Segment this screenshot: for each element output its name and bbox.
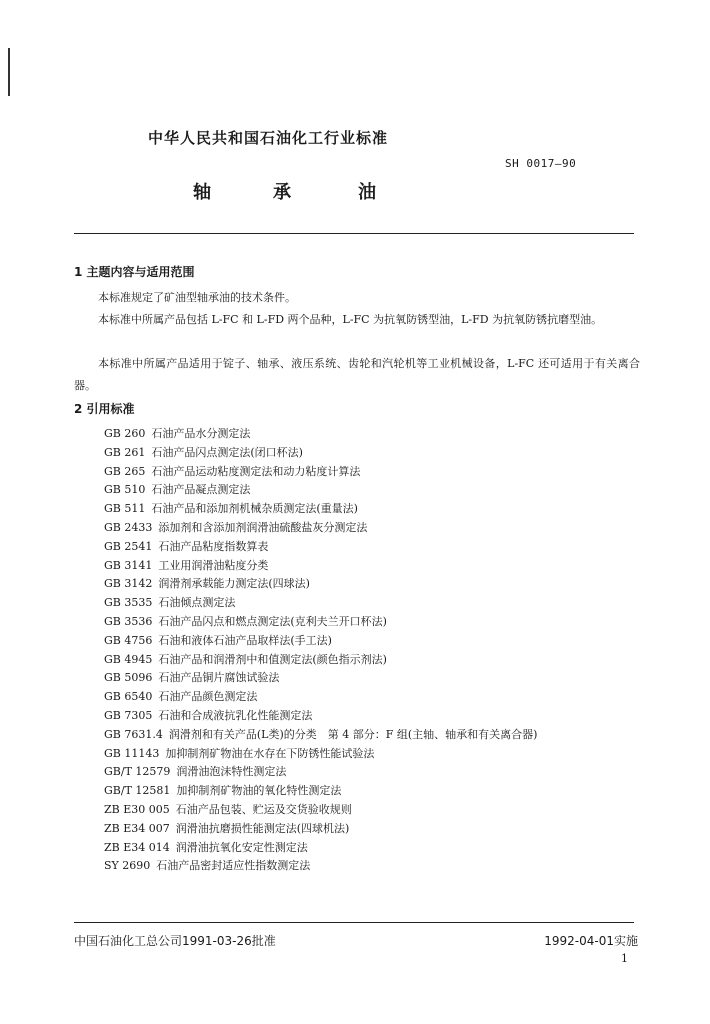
reference-item — [104, 594, 624, 613]
reference-code: GB 5096 — [104, 671, 153, 685]
reference-title: 石油产品铜片腐蚀试验法 — [158, 671, 280, 685]
reference-code: GB 3142 — [104, 577, 153, 591]
reference-title: 石油产品闪点和燃点测定法(克利夫兰开口杯法) — [158, 614, 387, 628]
reference-item — [104, 801, 624, 820]
reference-code: GB 3536 — [104, 614, 153, 628]
reference-code: GB 260 — [104, 427, 146, 440]
reference-code: GB 3141 — [104, 558, 153, 572]
reference-code: GB 261 — [104, 445, 146, 459]
reference-item — [104, 782, 624, 801]
reference-item — [104, 651, 624, 670]
reference-title: 润滑油抗磨损性能测定法(四球机法) — [175, 821, 350, 835]
reference-item — [104, 707, 624, 726]
reference-code: GB/T 12579 — [104, 765, 171, 779]
section-heading-scope: 1 主题内容与适用范围 — [74, 265, 195, 279]
reference-title: 石油产品粘度指数算表 — [158, 539, 269, 553]
reference-title: 石油倾点测定法 — [158, 596, 236, 610]
reference-code: ZB E34 007 — [104, 821, 170, 835]
reference-title: 石油产品颜色测定法 — [158, 690, 258, 704]
reference-title: 石油产品凝点测定法 — [151, 483, 251, 497]
reference-code: GB 511 — [104, 502, 146, 516]
paragraph-scope-3: 本标准中所属产品适用于锭子、轴承、液压系统、齿轮和汽轮机等工业机械设备，L-FC 还可适用于有关离合器。 — [74, 357, 640, 392]
reference-item — [104, 557, 624, 576]
reference-item — [104, 481, 624, 500]
reference-item — [104, 463, 624, 482]
reference-item — [104, 820, 624, 839]
page-number: 1 — [621, 952, 628, 965]
reference-item — [104, 726, 624, 745]
reference-title: 润滑剂承载能力测定法(四球法) — [158, 577, 310, 591]
reference-code: GB 11143 — [104, 746, 160, 760]
reference-item — [104, 688, 624, 707]
reference-title: 工业用润滑油粘度分类 — [158, 558, 269, 572]
reference-title: 加抑制剂矿物油的氧化特性测定法 — [176, 784, 342, 798]
section-heading-references: 2 引用标准 — [74, 402, 135, 416]
reference-code: GB 2433 — [104, 520, 153, 534]
reference-title: 石油产品包装、贮运及交货验收规则 — [175, 802, 352, 816]
reference-code: GB 4945 — [104, 652, 153, 666]
reference-code: GB 7305 — [104, 708, 153, 722]
paragraph-scope-1: 本标准规定了矿油型轴承油的技术条件。 — [98, 291, 296, 304]
reference-item — [104, 745, 624, 764]
reference-item — [104, 538, 624, 557]
reference-item — [104, 575, 624, 594]
reference-title: 润滑剂和有关产品(L类)的分类 第 4 部分：F 组(主轴、轴承和有关离合器) — [168, 727, 538, 741]
reference-code: GB 3535 — [104, 596, 153, 610]
reference-title: 石油和合成液抗乳化性能测定法 — [158, 708, 313, 722]
reference-code: ZB E34 014 — [104, 840, 170, 854]
reference-code: ZB E30 005 — [104, 802, 170, 816]
reference-code: GB 4756 — [104, 633, 153, 647]
reference-item — [104, 632, 624, 651]
standard-number: SH 0017—90 — [505, 157, 577, 170]
doc-title-char-3: 油 — [358, 182, 376, 203]
reference-item — [104, 669, 624, 688]
reference-code: GB 6540 — [104, 690, 153, 704]
reference-item — [104, 857, 624, 876]
footer-divider — [74, 922, 634, 923]
reference-title: 润滑油抗氧化安定性测定法 — [175, 840, 308, 854]
doc-title-char-2: 承 — [273, 182, 291, 203]
reference-code: GB 510 — [104, 483, 146, 497]
paragraph-scope-2: 本标准中所属产品包括 L-FC 和 L-FD 两个品种，L-FC 为抗氧防锈型油，L-FD 为抗氧防锈抗磨型油。 — [98, 313, 603, 326]
effective-date: 1992-04-01实施 — [544, 934, 638, 948]
reference-code: GB/T 12581 — [104, 784, 171, 798]
reference-title: 添加剂和含添加剂润滑油硫酸盐灰分测定法 — [158, 520, 368, 534]
reference-title: 石油产品和润滑剂中和值测定法(颜色指示剂法) — [158, 652, 387, 666]
reference-item — [104, 839, 624, 858]
reference-code: GB 265 — [104, 464, 146, 478]
reference-title: 润滑油泡沫特性测定法 — [176, 765, 287, 779]
reference-item — [104, 613, 624, 632]
reference-title: 石油产品闪点测定法(闭口杯法) — [151, 445, 303, 459]
doc-title-char-1: 轴 — [193, 182, 211, 203]
reference-item — [104, 519, 624, 538]
reference-title: 石油产品水分测定法 — [151, 427, 251, 440]
org-title: 中华人民共和国石油化工行业标准 — [148, 129, 389, 147]
reference-item — [104, 425, 624, 444]
binding-mark — [8, 48, 10, 96]
reference-title: 加抑制剂矿物油在水存在下防锈性能试验法 — [165, 746, 375, 760]
reference-code: GB 2541 — [104, 539, 153, 553]
reference-title: 石油产品和添加剂机械杂质测定法(重量法) — [151, 502, 358, 516]
reference-title: 石油产品密封适应性指数测定法 — [156, 859, 311, 873]
reference-title: 石油和液体石油产品取样法(手工法) — [158, 633, 332, 647]
reference-item — [104, 763, 624, 782]
reference-item — [104, 444, 624, 463]
header-divider — [74, 233, 634, 234]
reference-item — [104, 500, 624, 519]
reference-list — [104, 425, 624, 876]
reference-code: SY 2690 — [104, 859, 151, 873]
reference-title: 石油产品运动粘度测定法和动力粘度计算法 — [151, 464, 361, 478]
approval-line: 中国石油化工总公司1991-03-26批准 — [74, 934, 276, 948]
reference-code: GB 7631.4 — [104, 727, 163, 741]
